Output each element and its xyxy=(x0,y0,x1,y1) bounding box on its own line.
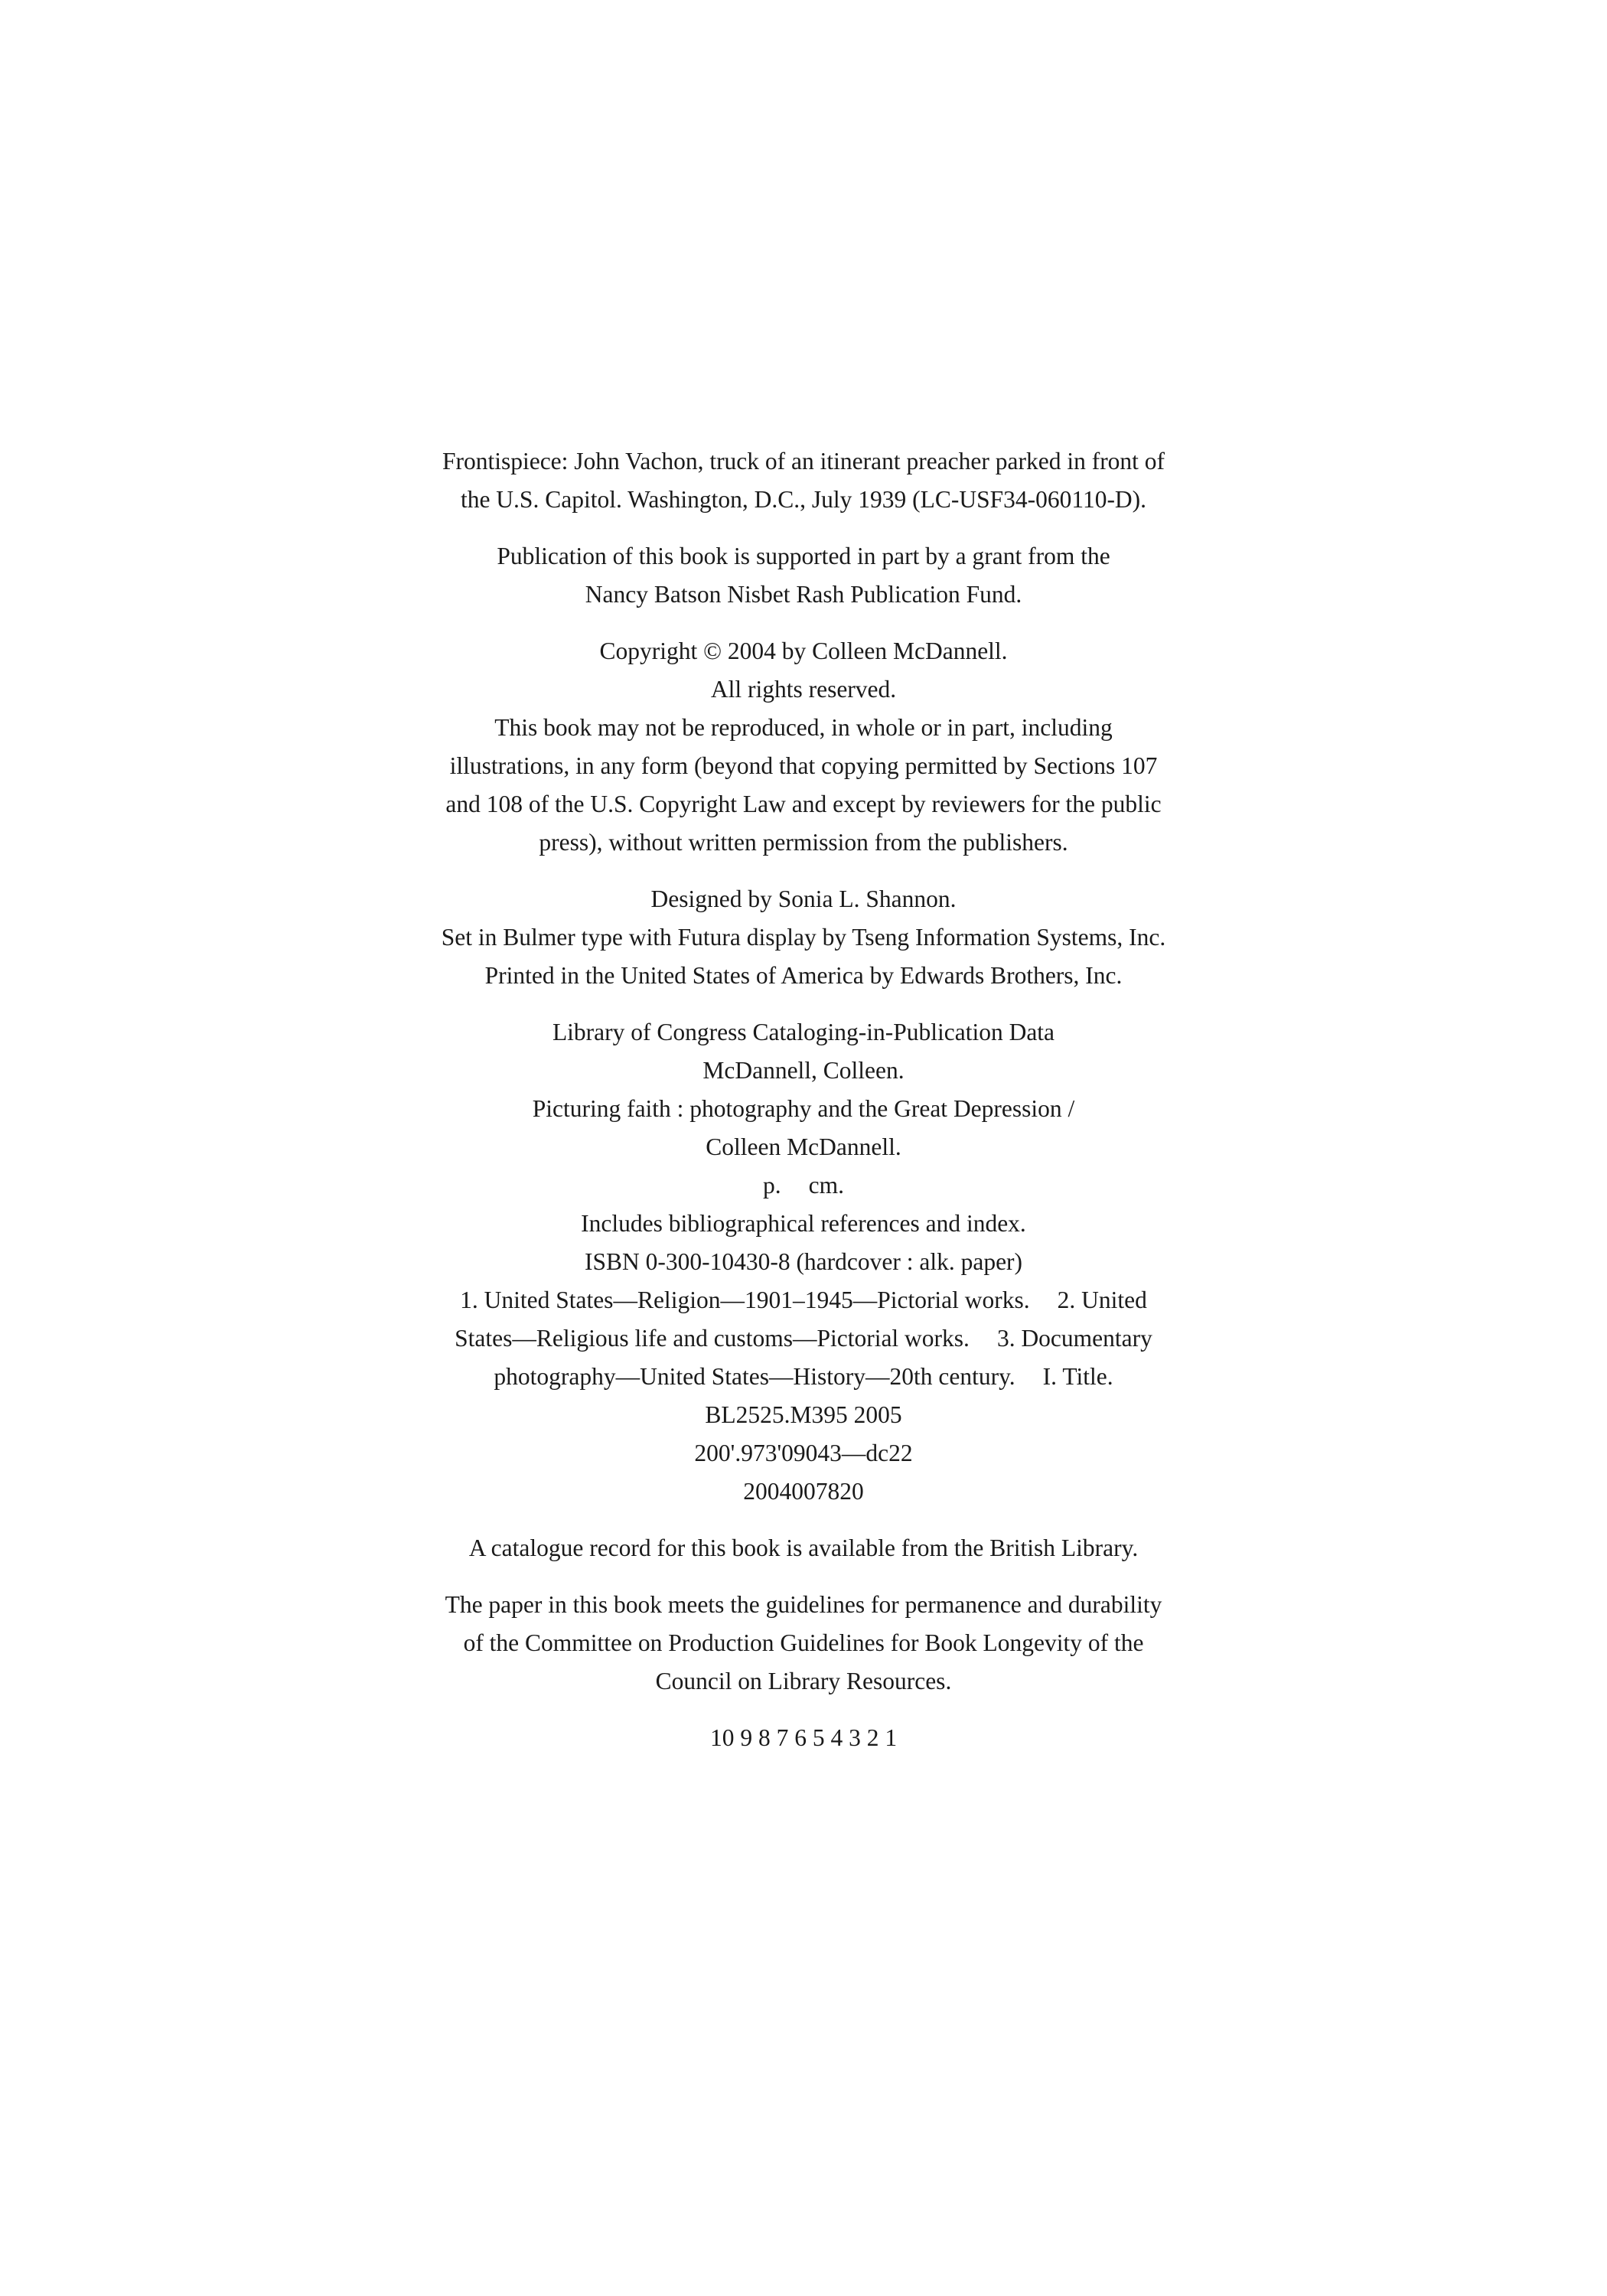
paper-line-1: The paper in this book meets the guidelines for permanence and durability xyxy=(445,1591,1162,1618)
paper-line-3: Council on Library Resources. xyxy=(655,1668,952,1694)
copyright-line-2: All rights reserved. xyxy=(710,676,897,703)
cip-title-line-1: Picturing faith : photography and the Great Depression / xyxy=(532,1095,1075,1122)
design-line-3: Printed in the United States of America by Edwards Brothers, Inc. xyxy=(484,962,1123,989)
cip-author: McDannell, Colleen. xyxy=(702,1057,905,1084)
cip-subject-3-part-2: photography—United States—History—20th century. xyxy=(494,1363,1015,1390)
cip-cm: cm. xyxy=(808,1172,844,1199)
cip-lc-call-number: BL2525.M395 2005 xyxy=(705,1401,902,1428)
copyright-notice xyxy=(0,632,1607,862)
frontispiece-line-1: Frontispiece: John Vachon, truck of an itinerant preacher parked in front of xyxy=(442,448,1165,475)
cip-title-entry: I. Title. xyxy=(1042,1363,1113,1390)
cip-p: p. xyxy=(763,1172,781,1199)
design-line-1: Designed by Sonia L. Shannon. xyxy=(650,885,957,912)
paper-permanence-note xyxy=(0,1586,1607,1701)
printing-line xyxy=(0,1719,1607,1757)
paper-line-2: of the Committee on Production Guidelines for Book Longevity of the xyxy=(463,1629,1144,1656)
copyright-line-1: Copyright © 2004 by Colleen McDannell. xyxy=(599,638,1008,664)
copyright-line-5: and 108 of the U.S. Copyright Law and except by reviewers for the public xyxy=(445,791,1162,817)
cip-data xyxy=(0,1013,1607,1511)
publication-support-note xyxy=(0,537,1607,614)
printing-numbers: 10 9 8 7 6 5 4 3 2 1 xyxy=(709,1724,898,1751)
design-credits xyxy=(0,880,1607,995)
publication-support-line-2: Nancy Batson Nisbet Rash Publication Fund. xyxy=(585,581,1022,608)
cip-subject-2-part-1: 2. United xyxy=(1057,1287,1147,1313)
cip-physical-description xyxy=(0,1166,1607,1205)
cip-subject-3-part-1: 3. Documentary xyxy=(996,1325,1152,1352)
frontispiece-credit xyxy=(0,442,1607,519)
design-line-2: Set in Bulmer type with Futura display by Tseng Information Systems, Inc. xyxy=(441,924,1166,951)
british-library-note xyxy=(0,1529,1607,1567)
cip-isbn: ISBN 0-300-10430-8 (hardcover : alk. paper) xyxy=(584,1248,1023,1275)
cip-subjects-line-1 xyxy=(0,1281,1607,1319)
cip-includes: Includes bibliographical references and index. xyxy=(581,1210,1026,1237)
cip-subject-1: 1. United States—Religion—1901–1945—Pictorial works. xyxy=(460,1287,1030,1313)
copyright-line-4: illustrations, in any form (beyond that copying permitted by Sections 107 xyxy=(449,752,1158,779)
cip-title-line-2: Colleen McDannell. xyxy=(706,1133,901,1160)
publication-support-line-1: Publication of this book is supported in part by a grant from the xyxy=(497,543,1110,569)
cip-heading: Library of Congress Cataloging-in-Publication Data xyxy=(552,1019,1055,1045)
cip-subjects-line-3 xyxy=(0,1358,1607,1396)
cip-subjects-line-2 xyxy=(0,1319,1607,1358)
copyright-text-block xyxy=(0,442,1607,1776)
frontispiece-line-2: the U.S. Capitol. Washington, D.C., July 1939 (LC-USF34-060110-D). xyxy=(460,486,1147,513)
copyright-line-3: This book may not be reproduced, in whole or in part, including xyxy=(494,714,1113,741)
british-library-line-1: A catalogue record for this book is available from the British Library. xyxy=(468,1534,1139,1561)
cip-dewey-number: 200'.973'09043—dc22 xyxy=(694,1440,913,1466)
cip-subject-2-part-2: States—Religious life and customs—Pictorial works. xyxy=(455,1325,970,1352)
copyright-line-6: press), without written permission from the publishers. xyxy=(539,829,1068,856)
cip-lccn: 2004007820 xyxy=(743,1478,864,1505)
